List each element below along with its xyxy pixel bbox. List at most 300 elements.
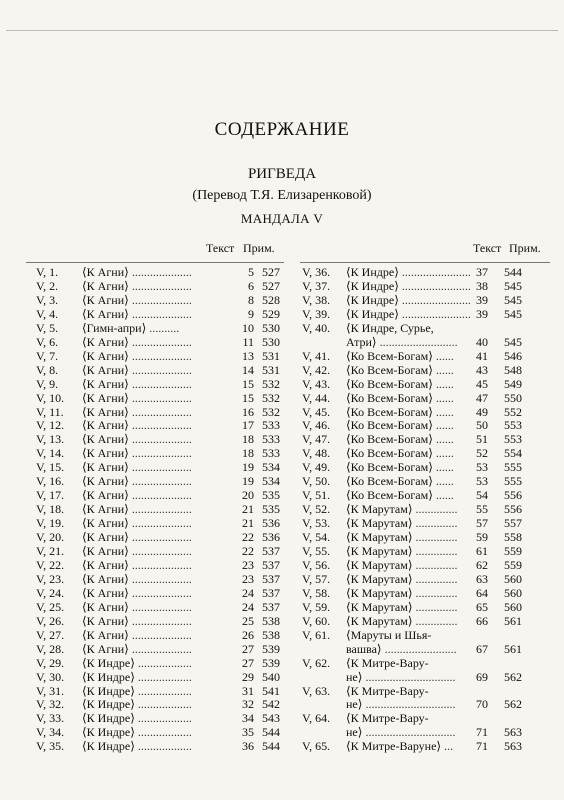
dot-leader: .............. <box>415 599 458 614</box>
hymn-name: ⟨К Агни⟩ <box>82 530 129 545</box>
text-page: 10 <box>242 320 254 335</box>
toc-entry <box>302 433 554 446</box>
notes-page: 541 <box>262 683 280 698</box>
hymn-ref: V, 4. <box>36 306 59 321</box>
text-page: 6 <box>248 278 254 293</box>
toc-entry <box>36 517 286 530</box>
hymn-name: ⟨К Агни⟩ <box>82 474 129 489</box>
toc-entry <box>36 392 286 405</box>
hymn-name: Атри⟩ <box>346 334 377 349</box>
dot-leader: .............. <box>415 571 458 586</box>
hymn-name: ⟨К Марутам⟩ <box>346 516 413 531</box>
hymn-name: ⟨К Агни⟩ <box>82 306 129 321</box>
hymn-name: ⟨К Агни⟩ <box>82 376 129 391</box>
translator-note: (Перевод Т.Я. Елизаренковой) <box>192 188 372 203</box>
hymn-ref: V, 7. <box>36 348 59 363</box>
hymn-ref: V, 64. <box>302 711 331 726</box>
text-page: 24 <box>242 599 254 614</box>
toc-entry <box>302 740 554 753</box>
toc-entry <box>302 643 554 656</box>
notes-page: 534 <box>262 474 280 489</box>
toc-entry <box>302 517 554 530</box>
notes-page: 549 <box>504 376 522 391</box>
dot-leader: ........................ <box>384 641 457 656</box>
hymn-ref: V, 54. <box>302 530 331 545</box>
toc-entry <box>36 698 286 711</box>
notes-page: 532 <box>262 376 280 391</box>
hymn-ref: V, 10. <box>36 390 65 405</box>
dot-leader: ...... <box>435 390 454 405</box>
dot-leader: ...... <box>435 404 454 419</box>
dot-leader: ...... <box>435 432 454 447</box>
text-page: 15 <box>242 376 254 391</box>
text-page: 27 <box>242 655 254 670</box>
hymn-name: ⟨К Индре⟩ <box>82 711 135 726</box>
text-page: 26 <box>242 627 254 642</box>
hymn-name: ⟨К Митре-Варуне⟩ <box>346 739 442 754</box>
left-notes-column-header: Прим. <box>243 241 275 255</box>
toc-entry <box>302 280 554 293</box>
notes-page: 545 <box>504 292 522 307</box>
hymn-ref: V, 33. <box>36 711 65 726</box>
toc-entry <box>302 266 554 279</box>
hymn-ref: V, 42. <box>302 362 331 377</box>
hymn-name: ⟨К Марутам⟩ <box>346 585 413 600</box>
hymn-ref: V, 34. <box>36 725 65 740</box>
hymn-ref: V, 13. <box>36 432 65 447</box>
toc-entry <box>36 378 286 391</box>
hymn-ref: V, 65. <box>302 739 331 754</box>
text-page: 11 <box>242 334 254 349</box>
toc-entry <box>302 587 554 600</box>
page-title: СОДЕРЖАНИЕ <box>214 119 350 140</box>
hymn-name: ⟨К Индре⟩ <box>346 265 399 279</box>
notes-page: 562 <box>504 697 522 712</box>
toc-entry <box>302 726 554 739</box>
text-page: 52 <box>476 446 488 461</box>
dot-leader: ....................... <box>401 278 471 293</box>
hymn-name: ⟨Ко Всем-Богам⟩ <box>346 418 433 433</box>
notes-page: 532 <box>262 404 280 419</box>
dot-leader: ...... <box>435 418 454 433</box>
hymn-name: ⟨К Митре-Вару- <box>346 655 429 670</box>
toc-entry <box>302 308 554 321</box>
notes-page: 535 <box>262 502 280 517</box>
notes-page: 534 <box>262 460 280 475</box>
dot-leader: .................... <box>131 641 192 656</box>
text-page: 34 <box>242 711 254 726</box>
text-page: 15 <box>242 390 254 405</box>
text-page: 71 <box>476 725 488 740</box>
toc-entry <box>302 461 554 474</box>
text-page: 71 <box>476 739 488 754</box>
notes-page: 537 <box>262 599 280 614</box>
notes-page: 556 <box>504 488 522 503</box>
hymn-ref: V, 52. <box>302 502 331 517</box>
toc-entry <box>36 336 286 349</box>
text-page: 36 <box>242 739 254 754</box>
dot-leader: .................. <box>137 683 192 698</box>
hymn-name: ⟨К Агни⟩ <box>82 557 129 572</box>
dot-leader: .................... <box>131 530 192 545</box>
hymn-ref: V, 39. <box>302 306 331 321</box>
text-page: 5 <box>248 265 254 279</box>
dot-leader: ...... <box>435 488 454 503</box>
hymn-name: ⟨К Агни⟩ <box>82 418 129 433</box>
toc-entry <box>302 475 554 488</box>
dot-leader: .................. <box>137 711 192 726</box>
notes-page: 533 <box>262 432 280 447</box>
toc-entry <box>36 615 286 628</box>
hymn-name: вашва⟩ <box>346 641 382 656</box>
hymn-ref: V, 25. <box>36 599 65 614</box>
hymn-ref: V, 23. <box>36 571 65 586</box>
notes-page: 537 <box>262 557 280 572</box>
text-page: 54 <box>476 488 488 503</box>
notes-page: 531 <box>262 348 280 363</box>
text-page: 23 <box>242 571 254 586</box>
notes-page: 539 <box>262 641 280 656</box>
hymn-ref: V, 50. <box>302 474 331 489</box>
dot-leader: ....................... <box>401 306 471 321</box>
dot-leader: .................... <box>131 571 192 586</box>
dot-leader: .............. <box>415 530 458 545</box>
text-page: 32 <box>242 697 254 712</box>
hymn-ref: V, 30. <box>36 669 65 684</box>
hymn-ref: V, 53. <box>302 516 331 531</box>
notes-page: 538 <box>262 613 280 628</box>
text-page: 70 <box>476 697 488 712</box>
hymn-ref: V, 47. <box>302 432 331 447</box>
hymn-name: ⟨К Агни⟩ <box>82 641 129 656</box>
toc-entry <box>302 531 554 544</box>
notes-page: 558 <box>504 530 522 545</box>
hymn-ref: V, 8. <box>36 362 59 377</box>
notes-page: 537 <box>262 544 280 558</box>
notes-page: 537 <box>262 571 280 586</box>
hymn-name: ⟨К Марутам⟩ <box>346 613 413 628</box>
hymn-ref: V, 58. <box>302 585 331 600</box>
dot-leader: .............................. <box>365 725 456 740</box>
toc-entry <box>36 726 286 739</box>
hymn-name: ⟨К Агни⟩ <box>82 544 129 558</box>
toc-entry <box>302 545 554 558</box>
toc-entry <box>36 573 286 586</box>
text-page: 67 <box>476 641 488 656</box>
hymn-ref: V, 12. <box>36 418 65 433</box>
dot-leader: ...... <box>435 362 454 377</box>
notes-page: 533 <box>262 418 280 433</box>
notes-page: 535 <box>262 488 280 503</box>
hymn-ref: V, 1. <box>36 265 59 279</box>
dot-leader: .............. <box>415 544 458 558</box>
toc-entry <box>36 559 286 572</box>
hymn-ref: V, 20. <box>36 530 65 545</box>
hymn-name: ⟨К Агни⟩ <box>82 292 129 307</box>
hymn-ref: V, 37. <box>302 278 331 293</box>
notes-page: 559 <box>504 557 522 572</box>
hymn-ref: V, 3. <box>36 292 59 307</box>
notes-page: 553 <box>504 418 522 433</box>
right-text-column-header: Текст <box>473 241 502 255</box>
notes-page: 559 <box>504 544 522 558</box>
notes-page: 546 <box>504 348 522 363</box>
text-page: 65 <box>476 599 488 614</box>
hymn-name: ⟨Ко Всем-Богам⟩ <box>346 474 433 489</box>
hymn-name: ⟨К Агни⟩ <box>82 599 129 614</box>
toc-entry <box>36 350 286 363</box>
hymn-ref: V, 27. <box>36 627 65 642</box>
hymn-name: ⟨Маруты и Шья- <box>346 627 432 642</box>
notes-page: 530 <box>262 320 280 335</box>
hymn-name: ⟨Гимн-апри⟩ <box>82 320 147 335</box>
dot-leader: .............................. <box>365 697 456 712</box>
hymn-name: не⟩ <box>346 697 363 712</box>
hymn-ref: V, 5. <box>36 320 59 335</box>
hymn-name: ⟨К Индре⟩ <box>346 278 399 293</box>
hymn-name: ⟨К Агни⟩ <box>82 446 129 461</box>
text-page: 57 <box>476 516 488 531</box>
text-page: 27 <box>242 641 254 656</box>
hymn-name: ⟨К Митре-Вару- <box>346 711 429 726</box>
notes-page: 550 <box>504 390 522 405</box>
dot-leader: .............. <box>415 502 458 517</box>
toc-entry <box>302 685 554 698</box>
dot-leader: .................... <box>131 599 192 614</box>
hymn-ref: V, 62. <box>302 655 331 670</box>
dot-leader: .................... <box>131 292 192 307</box>
hymn-name: ⟨К Агни⟩ <box>82 404 129 419</box>
hymn-name: ⟨К Индре, Сурье, <box>346 320 434 335</box>
toc-entry <box>36 740 286 753</box>
text-page: 35 <box>242 725 254 740</box>
toc-entry <box>36 364 286 377</box>
text-page: 24 <box>242 585 254 600</box>
text-page: 45 <box>476 376 488 391</box>
dot-leader: .................... <box>131 474 192 489</box>
notes-page: 545 <box>504 306 522 321</box>
hymn-name: ⟨К Марутам⟩ <box>346 544 413 558</box>
notes-page: 554 <box>504 446 522 461</box>
toc-entry <box>36 280 286 293</box>
hymn-ref: V, 17. <box>36 488 65 503</box>
text-page: 39 <box>476 306 488 321</box>
dot-leader: ...... <box>435 460 454 475</box>
dot-leader: .................... <box>131 348 192 363</box>
text-page: 49 <box>476 404 488 419</box>
hymn-ref: V, 14. <box>36 446 65 461</box>
hymn-name: ⟨К Индре⟩ <box>82 655 135 670</box>
toc-entry <box>36 643 286 656</box>
dot-leader: ... <box>444 739 454 754</box>
hymn-name: ⟨К Марутам⟩ <box>346 599 413 614</box>
dot-leader: .................... <box>131 460 192 475</box>
toc-entry <box>302 364 554 377</box>
text-page: 62 <box>476 557 488 572</box>
toc-entry <box>36 475 286 488</box>
hymn-ref: V, 60. <box>302 613 331 628</box>
hymn-ref: V, 21. <box>36 544 65 558</box>
hymn-ref: V, 57. <box>302 571 331 586</box>
toc-entry <box>302 573 554 586</box>
notes-page: 544 <box>504 265 522 279</box>
hymn-ref: V, 45. <box>302 404 331 419</box>
toc-entry <box>36 419 286 432</box>
hymn-name: ⟨К Агни⟩ <box>82 585 129 600</box>
section-title: РИГВЕДА <box>247 166 317 182</box>
notes-page: 560 <box>504 585 522 600</box>
dot-leader: .................... <box>131 516 192 531</box>
hymn-name: ⟨К Агни⟩ <box>82 613 129 628</box>
left-column-rule <box>26 262 284 263</box>
hymn-name: ⟨К Индре⟩ <box>82 725 135 740</box>
toc-entry <box>302 657 554 670</box>
toc-entry <box>302 712 554 725</box>
hymn-ref: V, 31. <box>36 683 65 698</box>
dot-leader: .................... <box>131 613 192 628</box>
text-page: 37 <box>476 265 488 279</box>
hymn-ref: V, 18. <box>36 502 65 517</box>
hymn-name: ⟨К Агни⟩ <box>82 334 129 349</box>
hymn-name: ⟨Ко Всем-Богам⟩ <box>346 362 433 377</box>
hymn-ref: V, 38. <box>302 292 331 307</box>
dot-leader: ....................... <box>401 292 471 307</box>
dot-leader: .................... <box>131 418 192 433</box>
hymn-ref: V, 40. <box>302 320 331 335</box>
dot-leader: .......................... <box>379 334 458 349</box>
toc-entry <box>36 545 286 558</box>
toc-entry <box>302 322 554 335</box>
notes-page: 544 <box>262 739 280 754</box>
dot-leader: .............. <box>415 585 458 600</box>
hymn-name: не⟩ <box>346 725 363 740</box>
dot-leader: .................... <box>131 502 192 517</box>
notes-page: 563 <box>504 739 522 754</box>
text-page: 38 <box>476 278 488 293</box>
hymn-name: ⟨Ко Всем-Богам⟩ <box>346 432 433 447</box>
toc-entry <box>302 336 554 349</box>
hymn-ref: V, 41. <box>302 348 331 363</box>
text-page: 41 <box>476 348 488 363</box>
toc-entry <box>36 308 286 321</box>
notes-page: 544 <box>262 725 280 740</box>
hymn-name: ⟨Ко Всем-Богам⟩ <box>346 446 433 461</box>
toc-entry <box>302 559 554 572</box>
hymn-ref: V, 63. <box>302 683 331 698</box>
notes-page: 560 <box>504 599 522 614</box>
toc-entry <box>36 601 286 614</box>
notes-page: 539 <box>262 655 280 670</box>
toc-entry <box>36 294 286 307</box>
hymn-name: ⟨К Индре⟩ <box>346 306 399 321</box>
notes-page: 552 <box>504 404 522 419</box>
dot-leader: .................. <box>137 669 192 684</box>
toc-entry <box>302 350 554 363</box>
toc-entry <box>302 671 554 684</box>
hymn-name: ⟨К Индре⟩ <box>82 697 135 712</box>
hymn-name: ⟨К Агни⟩ <box>82 460 129 475</box>
dot-leader: ...... <box>435 348 454 363</box>
text-page: 63 <box>476 571 488 586</box>
toc-entry <box>36 629 286 642</box>
toc-entry <box>302 629 554 642</box>
text-page: 22 <box>242 544 254 558</box>
dot-leader: .................... <box>131 306 192 321</box>
dot-leader: .............. <box>415 516 458 531</box>
text-page: 18 <box>242 432 254 447</box>
hymn-name: ⟨К Агни⟩ <box>82 432 129 447</box>
dot-leader: .................... <box>131 265 192 279</box>
hymn-name: ⟨К Агни⟩ <box>82 502 129 517</box>
dot-leader: .................... <box>131 376 192 391</box>
text-page: 18 <box>242 446 254 461</box>
toc-entry <box>302 378 554 391</box>
text-page: 39 <box>476 292 488 307</box>
hymn-ref: V, 51. <box>302 488 331 503</box>
text-page: 23 <box>242 557 254 572</box>
toc-entry <box>36 447 286 460</box>
dot-leader: .................. <box>137 697 192 712</box>
toc-entry <box>302 615 554 628</box>
hymn-name: ⟨К Агни⟩ <box>82 265 129 279</box>
hymn-name: ⟨К Марутам⟩ <box>346 502 413 517</box>
hymn-ref: V, 6. <box>36 334 59 349</box>
hymn-name: ⟨К Индре⟩ <box>346 292 399 307</box>
hymn-ref: V, 22. <box>36 557 65 572</box>
toc-entry <box>36 503 286 516</box>
notes-page: 533 <box>262 446 280 461</box>
toc-entry <box>36 461 286 474</box>
text-page: 22 <box>242 530 254 545</box>
hymn-name: ⟨К Агни⟩ <box>82 390 129 405</box>
text-page: 19 <box>242 460 254 475</box>
text-page: 53 <box>476 474 488 489</box>
hymn-name: ⟨Ко Всем-Богам⟩ <box>346 488 433 503</box>
hymn-ref: V, 46. <box>302 418 331 433</box>
left-text-column-header: Текст <box>206 241 235 255</box>
notes-page: 527 <box>262 278 280 293</box>
hymn-name: ⟨К Индре⟩ <box>82 669 135 684</box>
dot-leader: .................... <box>131 278 192 293</box>
dot-leader: .................... <box>131 390 192 405</box>
notes-page: 545 <box>504 334 522 349</box>
text-page: 64 <box>476 585 488 600</box>
notes-page: 538 <box>262 627 280 642</box>
notes-page: 528 <box>262 292 280 307</box>
toc-entry <box>302 503 554 516</box>
hymn-ref: V, 26. <box>36 613 65 628</box>
text-page: 69 <box>476 669 488 684</box>
notes-page: 560 <box>504 571 522 586</box>
header-rule <box>6 30 558 31</box>
hymn-name: ⟨К Марутам⟩ <box>346 571 413 586</box>
dot-leader: .................. <box>137 739 192 754</box>
toc-entry <box>36 266 286 279</box>
hymn-name: ⟨К Агни⟩ <box>82 362 129 377</box>
dot-leader: .................... <box>131 404 192 419</box>
hymn-ref: V, 36. <box>302 265 331 279</box>
hymn-ref: V, 61. <box>302 627 331 642</box>
dot-leader: .................... <box>131 627 192 642</box>
hymn-ref: V, 35. <box>36 739 65 754</box>
text-page: 17 <box>242 418 254 433</box>
notes-page: 536 <box>262 530 280 545</box>
toc-entry <box>36 587 286 600</box>
hymn-name: ⟨К Агни⟩ <box>82 488 129 503</box>
hymn-ref: V, 2. <box>36 278 59 293</box>
toc-entry <box>36 322 286 335</box>
text-page: 40 <box>476 334 488 349</box>
